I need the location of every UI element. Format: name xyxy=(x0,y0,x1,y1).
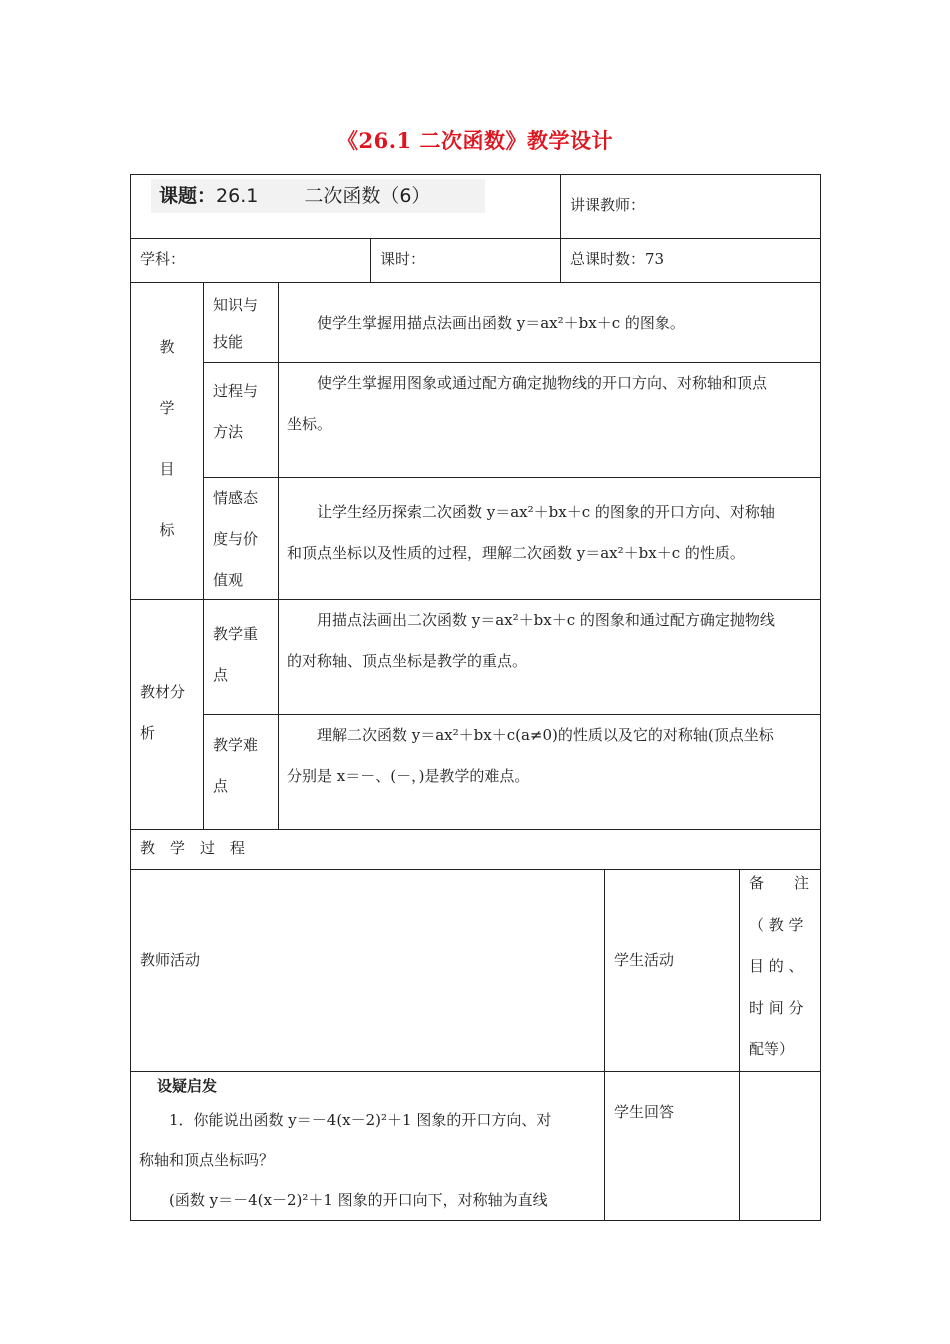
process-label-2: 方法 xyxy=(213,423,244,441)
key-text-2: 的对称轴、顶点坐标是教学的重点。 xyxy=(287,652,528,670)
knowledge-text-cell xyxy=(279,283,821,363)
notes-body xyxy=(740,1072,821,1221)
lesson-name: 二次函数（6） xyxy=(304,185,431,207)
lesson-banner xyxy=(151,179,485,213)
knowledge-label-2: 技能 xyxy=(213,333,244,351)
teacher-activity-body xyxy=(131,1072,605,1221)
knowledge-label-cell xyxy=(204,283,279,363)
process-label-cell xyxy=(204,363,279,478)
lesson-title-cell xyxy=(131,175,561,239)
process-text-cell xyxy=(279,363,821,478)
process-text-1: 使学生掌握用图象或通过配方确定抛物线的开口方向、对称轴和顶点 xyxy=(317,374,768,392)
notes-line-4: 时 间 分 xyxy=(749,998,804,1017)
key-label-2: 点 xyxy=(213,666,229,684)
objectives-group-label xyxy=(131,283,204,600)
question-1-line-2: 称轴和顶点坐标吗？ xyxy=(139,1151,275,1169)
difficulty-label-2: 点 xyxy=(213,777,229,795)
analysis-group-label xyxy=(131,600,204,830)
emotion-label-2: 度与价 xyxy=(213,530,259,548)
document-title: 《26.1 二次函数》教学设计 xyxy=(337,128,613,153)
period-cell xyxy=(371,239,561,283)
total-periods-cell xyxy=(561,239,821,283)
key-text-cell xyxy=(279,600,821,715)
emotion-label-cell xyxy=(204,478,279,600)
process-heading: 教 学 过 程 xyxy=(140,839,246,857)
analysis-label-1: 教材分 xyxy=(140,683,186,701)
emotion-text-2: 和顶点坐标以及性质的过程，理解二次函数 y＝ax²＋bx＋c 的性质。 xyxy=(287,544,745,562)
key-label-cell xyxy=(204,600,279,715)
difficulty-text-cell xyxy=(279,715,821,830)
teacher-activity-header xyxy=(131,870,605,1072)
knowledge-label-1: 知识与 xyxy=(213,296,259,314)
obj-char-4: 标 xyxy=(159,521,175,539)
process-label-1: 过程与 xyxy=(213,382,259,400)
teacher-activity-label: 教师活动 xyxy=(140,951,201,969)
process-text-2: 坐标。 xyxy=(287,415,333,433)
lesson-plan-table xyxy=(130,174,821,1221)
subject-cell xyxy=(131,239,371,283)
notes-header xyxy=(740,870,821,1072)
knowledge-text: 使学生掌握用描点法画出函数 y＝ax²＋bx＋c 的图象。 xyxy=(317,314,685,332)
total-periods-label: 总课时数：73 xyxy=(570,250,665,268)
student-activity-header xyxy=(605,870,740,1072)
key-text-1: 用描点法画出二次函数 y＝ax²＋bx＋c 的图象和通过配方确定抛物线 xyxy=(317,611,775,629)
obj-char-2: 学 xyxy=(159,399,175,417)
obj-char-3: 目 xyxy=(159,460,175,478)
emotion-label-1: 情感态 xyxy=(213,489,259,507)
lesson-label: 课题： xyxy=(159,185,217,207)
question-1-line-3: (函数 y＝－4(x－2)²＋1 图象的开口向下，对称轴为直线 xyxy=(169,1191,548,1209)
period-label: 课时： xyxy=(380,250,426,268)
student-answer: 学生回答 xyxy=(614,1103,675,1121)
difficulty-label-1: 教学难 xyxy=(213,736,259,754)
lesson-number: 26.1 xyxy=(216,185,259,207)
section-title: 设疑启发 xyxy=(157,1077,218,1095)
obj-char-1: 教 xyxy=(159,338,175,356)
emotion-text-cell xyxy=(279,478,821,600)
difficulty-text-2: 分别是 x＝－、(－，)是教学的难点。 xyxy=(287,767,530,785)
teacher-label: 讲课教师： xyxy=(570,196,646,214)
question-1-line-1: 1．你能说出函数 y＝－4(x－2)²＋1 图象的开口方向、对 xyxy=(169,1111,552,1129)
notes-line-3: 目 的 、 xyxy=(749,957,804,975)
key-label-1: 教学重 xyxy=(213,625,259,643)
difficulty-label-cell xyxy=(204,715,279,830)
notes-line-1: 备 注 xyxy=(749,874,810,892)
analysis-label-2: 析 xyxy=(140,724,156,742)
student-activity-label: 学生活动 xyxy=(614,951,675,969)
difficulty-text-1: 理解二次函数 y＝ax²＋bx＋c(a≠0)的性质以及它的对称轴(顶点坐标 xyxy=(317,726,774,744)
teacher-cell xyxy=(561,175,821,239)
emotion-label-3: 值观 xyxy=(213,571,244,589)
notes-line-2: （ 教 学 xyxy=(749,915,804,934)
emotion-text-1: 让学生经历探索二次函数 y＝ax²＋bx＋c 的图象的开口方向、对称轴 xyxy=(317,503,775,521)
process-heading-cell xyxy=(131,830,821,870)
notes-line-5: 配等） xyxy=(749,1040,795,1058)
student-activity-body xyxy=(605,1072,740,1221)
subject-label: 学科： xyxy=(140,250,186,268)
